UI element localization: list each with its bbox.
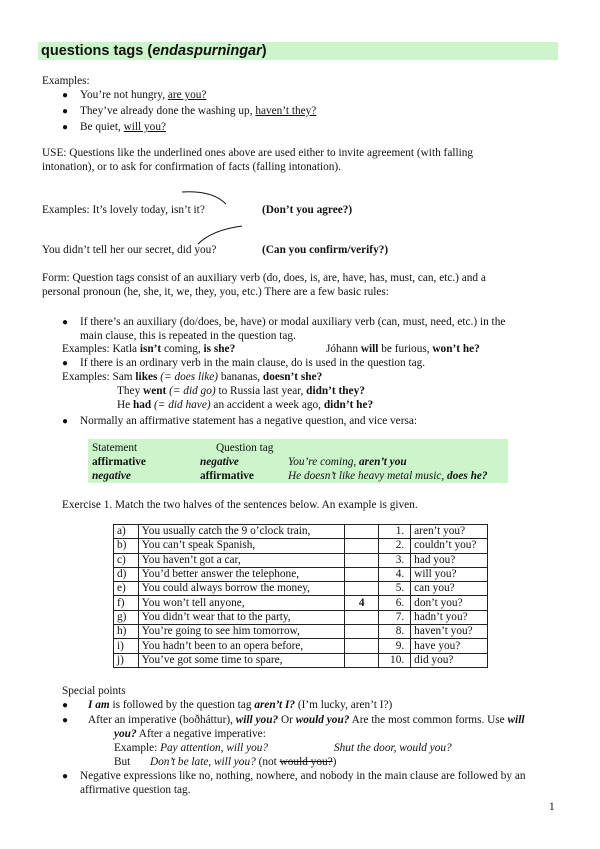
- row-letter: c): [114, 553, 139, 567]
- rule2-example-2: They went (= did go) to Russia last year, didn’t they?: [117, 385, 365, 397]
- example-tag-1: are you?: [167, 89, 207, 101]
- row-question-tag: aren’t you?: [411, 525, 488, 539]
- row-sentence: You’re going to see him tomorrow,: [138, 625, 344, 639]
- intonation-meaning-1: (Don’t you agree?): [262, 204, 353, 216]
- row-answer-cell[interactable]: [344, 553, 378, 567]
- row-sentence: You’d better answer the telephone,: [138, 567, 344, 581]
- special-point-2-line-1: After an imperative (boðháttur), will you? Or would you? Are the most common forms. Use will: [88, 714, 525, 726]
- form-line-1: Form: Question tags consist of an auxiliary verb (do, does, is, are, have, has, must, can, etc.) and a: [42, 272, 486, 284]
- example-line-3: Be quiet, will you?: [80, 121, 166, 133]
- table-row: [114, 582, 488, 596]
- table-row: [114, 525, 488, 539]
- row-letter: h): [114, 625, 139, 639]
- row-question-tag: don’t you?: [411, 596, 488, 610]
- special-point-3-line-2: affirmative question tag.: [80, 784, 191, 796]
- rule1-example-a: Examples: Katla isn’t coming, is she?: [62, 343, 236, 355]
- row-answer-cell[interactable]: [344, 582, 378, 596]
- example-tag-2: haven’t they?: [255, 105, 317, 117]
- row-number: 9.: [379, 639, 411, 653]
- row-number: 10.: [379, 653, 411, 667]
- row-number: 2.: [379, 539, 411, 553]
- rule2-example-3: He had (= did have) an accident a week ago, didn’t he?: [117, 399, 374, 411]
- page-title: [38, 42, 558, 60]
- row-question-tag: had you?: [411, 553, 488, 567]
- rule1-line-2: main clause, this is repeated in the question tag.: [80, 330, 296, 342]
- row-number: 6.: [379, 596, 411, 610]
- special-heading: Special points: [62, 685, 126, 697]
- row-question-tag: hadn’t you?: [411, 610, 488, 624]
- row-answer-cell[interactable]: [344, 539, 378, 553]
- use-line-2: intonation), or to ask for confirmation of facts (falling intonation).: [42, 161, 341, 173]
- row-sentence: You can’t speak Spanish,: [138, 539, 344, 553]
- special-point-1: I am is followed by the question tag aren’t I? (I’m lucky, aren’t I?): [88, 699, 393, 711]
- row-question-tag: haven’t you?: [411, 625, 488, 639]
- row-letter: g): [114, 610, 139, 624]
- bullet-icon: ●: [62, 317, 69, 328]
- bullet-icon: ●: [62, 771, 69, 782]
- bullet-icon: ●: [62, 358, 69, 369]
- bullet-icon: ●: [62, 122, 69, 133]
- row-letter: b): [114, 539, 139, 553]
- examples-heading: Examples:: [42, 75, 90, 87]
- example-line-1: You’re not hungry, are you?: [80, 89, 207, 101]
- row-letter: j): [114, 653, 139, 667]
- row-letter: d): [114, 567, 139, 581]
- table-row: [114, 553, 488, 567]
- row-answer-cell[interactable]: 4: [344, 596, 378, 610]
- row-answer-cell[interactable]: [344, 639, 378, 653]
- row-question-tag: can you?: [411, 582, 488, 596]
- header-question-tag: Question tag: [216, 442, 274, 454]
- page-number: 1: [549, 801, 555, 813]
- special-point-2-negative: Don’t be late, will you? (not would you?): [150, 756, 337, 768]
- title-close: ): [261, 43, 267, 59]
- polarity-table: [88, 439, 508, 483]
- rule3-line: Normally an affirmative statement has a negative question, and vice versa:: [80, 415, 418, 427]
- example-line-2: They’ve already done the washing up, haven’t they?: [80, 105, 317, 117]
- row-question-tag: will you?: [411, 567, 488, 581]
- table-row: [114, 539, 488, 553]
- row-letter: i): [114, 639, 139, 653]
- row-letter: a): [114, 525, 139, 539]
- table-row: [114, 596, 488, 610]
- intonation-example-2: You didn’t tell her our secret, did you?: [42, 244, 217, 256]
- row-question-tag: have you?: [411, 639, 488, 653]
- rule1-line-1: If there’s an auxiliary (do/does, be, have) or modal auxiliary verb (can, must, need, etc.) in the: [80, 316, 506, 328]
- bullet-icon: ●: [62, 416, 69, 427]
- row-sentence: You could always borrow the money,: [138, 582, 344, 596]
- polarity-row-2: negative affirmative He doesn’t like heavy metal music, does he?: [92, 470, 488, 482]
- table-row: [114, 639, 488, 653]
- special-point-3-line-1: Negative expressions like no, nothing, nowhere, and nobody in the main clause are followed by an: [80, 770, 526, 782]
- row-sentence: You haven’t got a car,: [138, 553, 344, 567]
- special-point-2-line-2: you? After a negative imperative:: [114, 728, 266, 740]
- rule2-example-1: Examples: Sam likes (= does like) bananas, doesn’t she?: [62, 371, 323, 383]
- header-statement: Statement: [92, 442, 138, 454]
- row-sentence: You usually catch the 9 o’clock train,: [138, 525, 344, 539]
- table-row: [114, 610, 488, 624]
- table-row: [114, 567, 488, 581]
- table-row: [114, 653, 488, 667]
- row-number: 5.: [379, 582, 411, 596]
- intonation-meaning-2: (Can you confirm/verify?): [262, 244, 389, 256]
- example-tag-3: will you?: [123, 121, 166, 133]
- row-letter: e): [114, 582, 139, 596]
- row-number: 1.: [379, 525, 411, 539]
- row-number: 4.: [379, 567, 411, 581]
- form-line-2: personal pronoun (he, she, it, we, they, you, etc.) There are a few basic rules:: [42, 286, 389, 298]
- intonation-example-1: Examples: It’s lovely today, isn’t it?: [42, 204, 205, 216]
- rule2-line: If there is an ordinary verb in the main clause, do is used in the question tag.: [80, 357, 426, 369]
- row-question-tag: couldn’t you?: [411, 539, 488, 553]
- special-point-2-example-b: Shut the door, would you?: [334, 742, 452, 754]
- bullet-icon: ●: [62, 700, 69, 711]
- row-number: 7.: [379, 610, 411, 624]
- use-line-1: USE: Questions like the underlined ones above are used either to invite agreement (with falling: [42, 147, 474, 159]
- polarity-row-1: affirmative negative You’re coming, aren’t you: [92, 456, 407, 468]
- row-answer-cell[interactable]: [344, 567, 378, 581]
- row-number: 3.: [379, 553, 411, 567]
- bullet-icon: ●: [62, 90, 69, 101]
- rule1-example-b: Jóhann will be furious, won’t he?: [326, 343, 480, 355]
- row-sentence: You didn’t wear that to the party,: [138, 610, 344, 624]
- row-answer-cell[interactable]: [344, 610, 378, 624]
- row-answer-cell[interactable]: [344, 625, 378, 639]
- row-answer-cell[interactable]: [344, 525, 378, 539]
- row-sentence: You won’t tell anyone,: [138, 596, 344, 610]
- row-sentence: You hadn’t been to an opera before,: [138, 639, 344, 653]
- table-row: [114, 625, 488, 639]
- row-sentence: You’ve got some time to spare,: [138, 653, 344, 667]
- special-point-2-example: Example: Pay attention, will you?: [114, 742, 269, 754]
- title-text: questions tags (: [41, 43, 153, 59]
- special-point-2-but: But: [114, 756, 131, 768]
- bullet-icon: ●: [62, 106, 69, 117]
- row-letter: f): [114, 596, 139, 610]
- polarity-table-header: [88, 441, 508, 455]
- row-answer-cell[interactable]: [344, 653, 378, 667]
- exercise-heading: Exercise 1. Match the two halves of the sentences below. An example is given.: [62, 499, 418, 511]
- row-number: 8.: [379, 625, 411, 639]
- title-native-term: endaspurningar: [152, 43, 262, 59]
- row-question-tag: did you?: [411, 653, 488, 667]
- exercise-table: [113, 524, 488, 668]
- bullet-icon: ●: [62, 715, 69, 726]
